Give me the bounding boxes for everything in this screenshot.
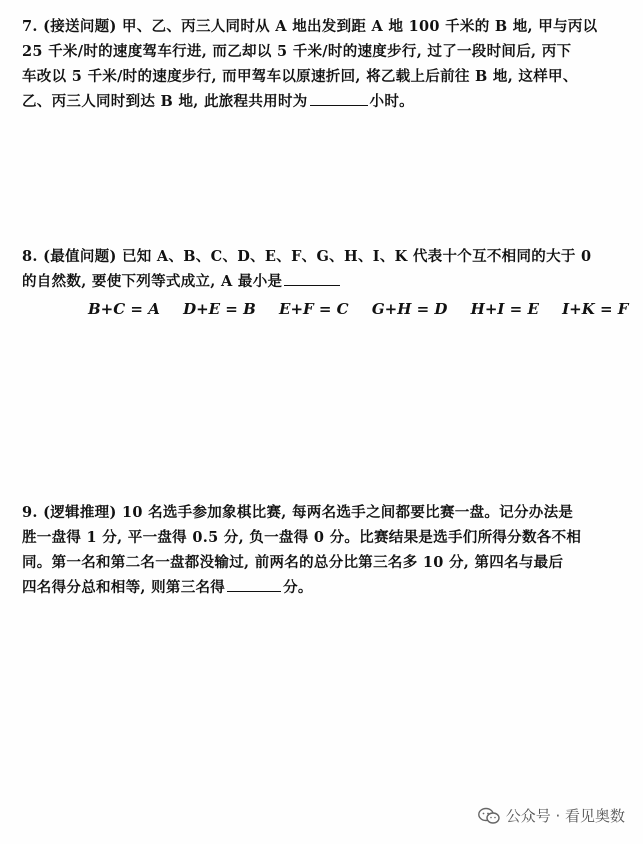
problem-text-line: 乙、丙三人同时到达 B 地, 此旅程共用时为: [22, 93, 308, 110]
problem-text-line: 同。第一名和第二名一盘都没输过, 前两名的总分比第三名多 10 分, 第四名与最后: [22, 554, 564, 571]
problem-unit: 分。: [283, 579, 313, 596]
watermark: [478, 805, 625, 826]
equation: B+C = A: [88, 300, 160, 318]
problem-text-line: 的自然数, 要使下列等式成立, A 最小是: [22, 273, 283, 290]
problem-last-line: [22, 575, 620, 600]
problem-text-line: 25 千米/时的速度驾车行进, 而乙却以 5 千米/时的速度步行, 过了一段时间后, 丙下: [22, 43, 572, 60]
equation: H+I = E: [470, 300, 539, 318]
problem-text-line: 8. (最值问题) 已知 A、B、C、D、E、F、G、H、I、K 代表十个互不相同的大于 0: [22, 248, 592, 265]
equation: I+K = F: [562, 300, 629, 318]
answer-blank[interactable]: [310, 91, 368, 106]
problem-text-line: 7. (接送问题) 甲、乙、丙三人同时从 A 地出发到距 A 地 100 千米的 B 地, 甲与丙以: [22, 18, 598, 35]
problem-9: [22, 500, 620, 600]
wechat-icon: [478, 807, 500, 825]
problem-unit: 小时。: [369, 93, 414, 110]
problem-last-line: [22, 269, 620, 294]
problem-text-line: 胜一盘得 1 分, 平一盘得 0.5 分, 负一盘得 0 分。比赛结果是选手们所得分数各不相: [22, 529, 582, 546]
problem-text-line: 四名得分总和相等, 则第三名得: [22, 579, 226, 596]
equation-list: [88, 300, 643, 318]
problem-last-line: [22, 89, 620, 114]
watermark-text: 公众号 · 看见奥数: [505, 807, 625, 825]
problem-text-line: 车改以 5 千米/时的速度步行, 而甲驾车以原速折回, 将乙载上后前往 B 地, 这样甲、: [22, 68, 578, 85]
problem-8: [22, 244, 620, 294]
equation: E+F = C: [279, 300, 349, 318]
equation: G+H = D: [371, 300, 448, 318]
problem-text-line: 9. (逻辑推理) 10 名选手参加象棋比赛, 每两名选手之间都要比赛一盘。记分办法是: [22, 504, 574, 521]
answer-blank[interactable]: [284, 271, 340, 286]
problem-7: [22, 14, 620, 114]
answer-blank[interactable]: [227, 577, 281, 592]
equation: D+E = B: [183, 300, 256, 318]
